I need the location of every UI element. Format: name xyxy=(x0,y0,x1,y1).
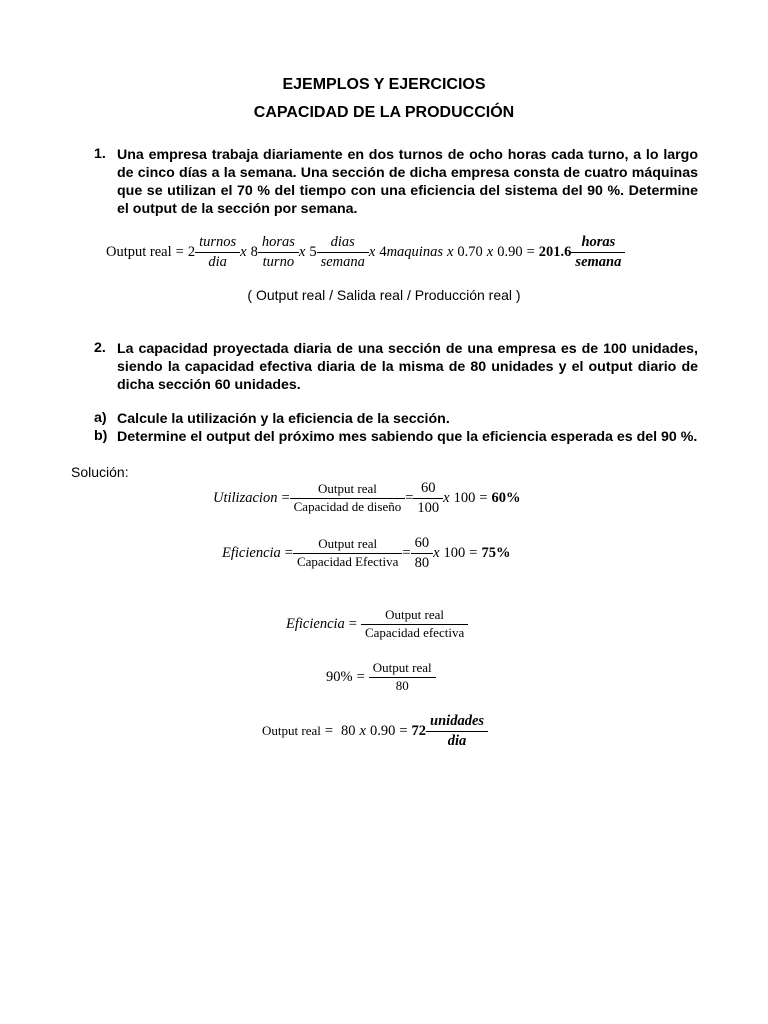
item-b-label: b) xyxy=(94,428,108,444)
fraction-output-capacidad-efectiva: $\frac{\text{Output real}}{\text{Capacidad Efectiva}}$ xyxy=(295,537,400,570)
item-b-text: Determine el output del próximo mes sabiendo que la eficiencia esperada es del 90 %. xyxy=(117,429,698,445)
exercise-1-text: Una empresa trabaja diariamente en dos turnos de ocho horas cada turno, a lo largo de cinco días a la semana. Una sección de dicha empresa consta de cuatro máquinas que se utilizan el 70 % del tiempo con una eficiencia del sistema del 90 %. Determine el output de la sección por semana. xyxy=(117,147,698,217)
ninety-percent-equation: 90% = $\frac{\text{Output real}}{80}$ xyxy=(326,657,436,697)
fraction-output-80: $\frac{\text{Output real}}{80}$ xyxy=(371,661,434,694)
exercise-2-text: La capacidad proyectada diaria de una sección de una empresa es de 100 unidades, siendo la capacidad efectiva diaria de la misma de 80 unidades y el output diario de dicha sección 60 unidades. xyxy=(117,341,698,393)
fraction-unidades-dia: $\frac{\text{unidades}}{\text{dia}}$ xyxy=(428,713,486,749)
fraction-horas-turno: $\frac{\text{horas}}{\text{turno}}$ xyxy=(260,234,297,270)
fraction-horas-semana: $\frac{\text{horas}}{\text{semana}}$ xyxy=(573,234,623,270)
document-title: EJEMPLOS Y EJERCICIOS xyxy=(282,76,486,93)
document-subtitle: CAPACIDAD DE LA PRODUCCIÓN xyxy=(253,104,515,121)
exercise-2-number: 2. xyxy=(94,340,106,356)
exercise-1-number: 1. xyxy=(94,146,106,162)
utilization-result: 60% xyxy=(491,489,521,506)
utilization-equation: Utilizacion = $\frac{\text{Output real}}{\text{Capacidad de diseño}}$ = $\frac{60}{100}$ x 100 = 60% xyxy=(213,479,521,516)
fraction-turnos-dia: $\frac{\text{turnos}}{\text{dia}}$ xyxy=(197,234,238,270)
output-note: ( Output real / Salida real / Producción real ) xyxy=(247,287,521,303)
fraction-60-80: $\frac{60}{80}$ xyxy=(413,535,432,571)
fraction-60-100: $\frac{60}{100}$ xyxy=(415,480,441,516)
item-a-label: a) xyxy=(94,410,107,426)
solution-label: Solución: xyxy=(71,464,129,480)
daily-output-result: 72 xyxy=(411,722,427,739)
efficiency-result: 75% xyxy=(481,544,511,561)
fraction-output-capacidad-diseno: $\frac{\text{Output real}}{\text{Capacidad de diseño}}$ xyxy=(292,482,404,515)
output-equation: Output real = 2 $\frac{\text{turnos}}{\text{dia}}$ x 8 $\frac{\text{horas}}{\text{turno}}$ x 5 $\frac{\text{dias}}{\text{semana}}$ x 4 maquinas x 0.70 x 0.90 = 201.6 $\frac{\text{horas}}{\text{semana}}$ xyxy=(106,232,625,272)
daily-output-equation: Output real = 80 x 0.90 = 72 $\frac{\text{unidades}}{\text{dia}}$ xyxy=(262,711,488,751)
fraction-output-capacidad-efectiva-2: $\frac{\text{Output real}}{\text{Capacidad efectiva}}$ xyxy=(363,608,466,641)
item-a-text: Calcule la utilización y la eficiencia de la sección. xyxy=(117,411,450,427)
efficiency-equation: Eficiencia = $\frac{\text{Output real}}{\text{Capacidad Efectiva}}$ = $\frac{60}{80}$ x 100 = 75% xyxy=(222,534,511,571)
efficiency-formula: Eficiencia = $\frac{\text{Output real}}{\text{Capacidad efectiva}}$ xyxy=(286,604,468,644)
output-lhs: Output real xyxy=(106,243,172,260)
fraction-dias-semana: $\frac{\text{dias}}{\text{semana}}$ xyxy=(319,234,367,270)
output-result: 201.6 xyxy=(538,243,572,260)
